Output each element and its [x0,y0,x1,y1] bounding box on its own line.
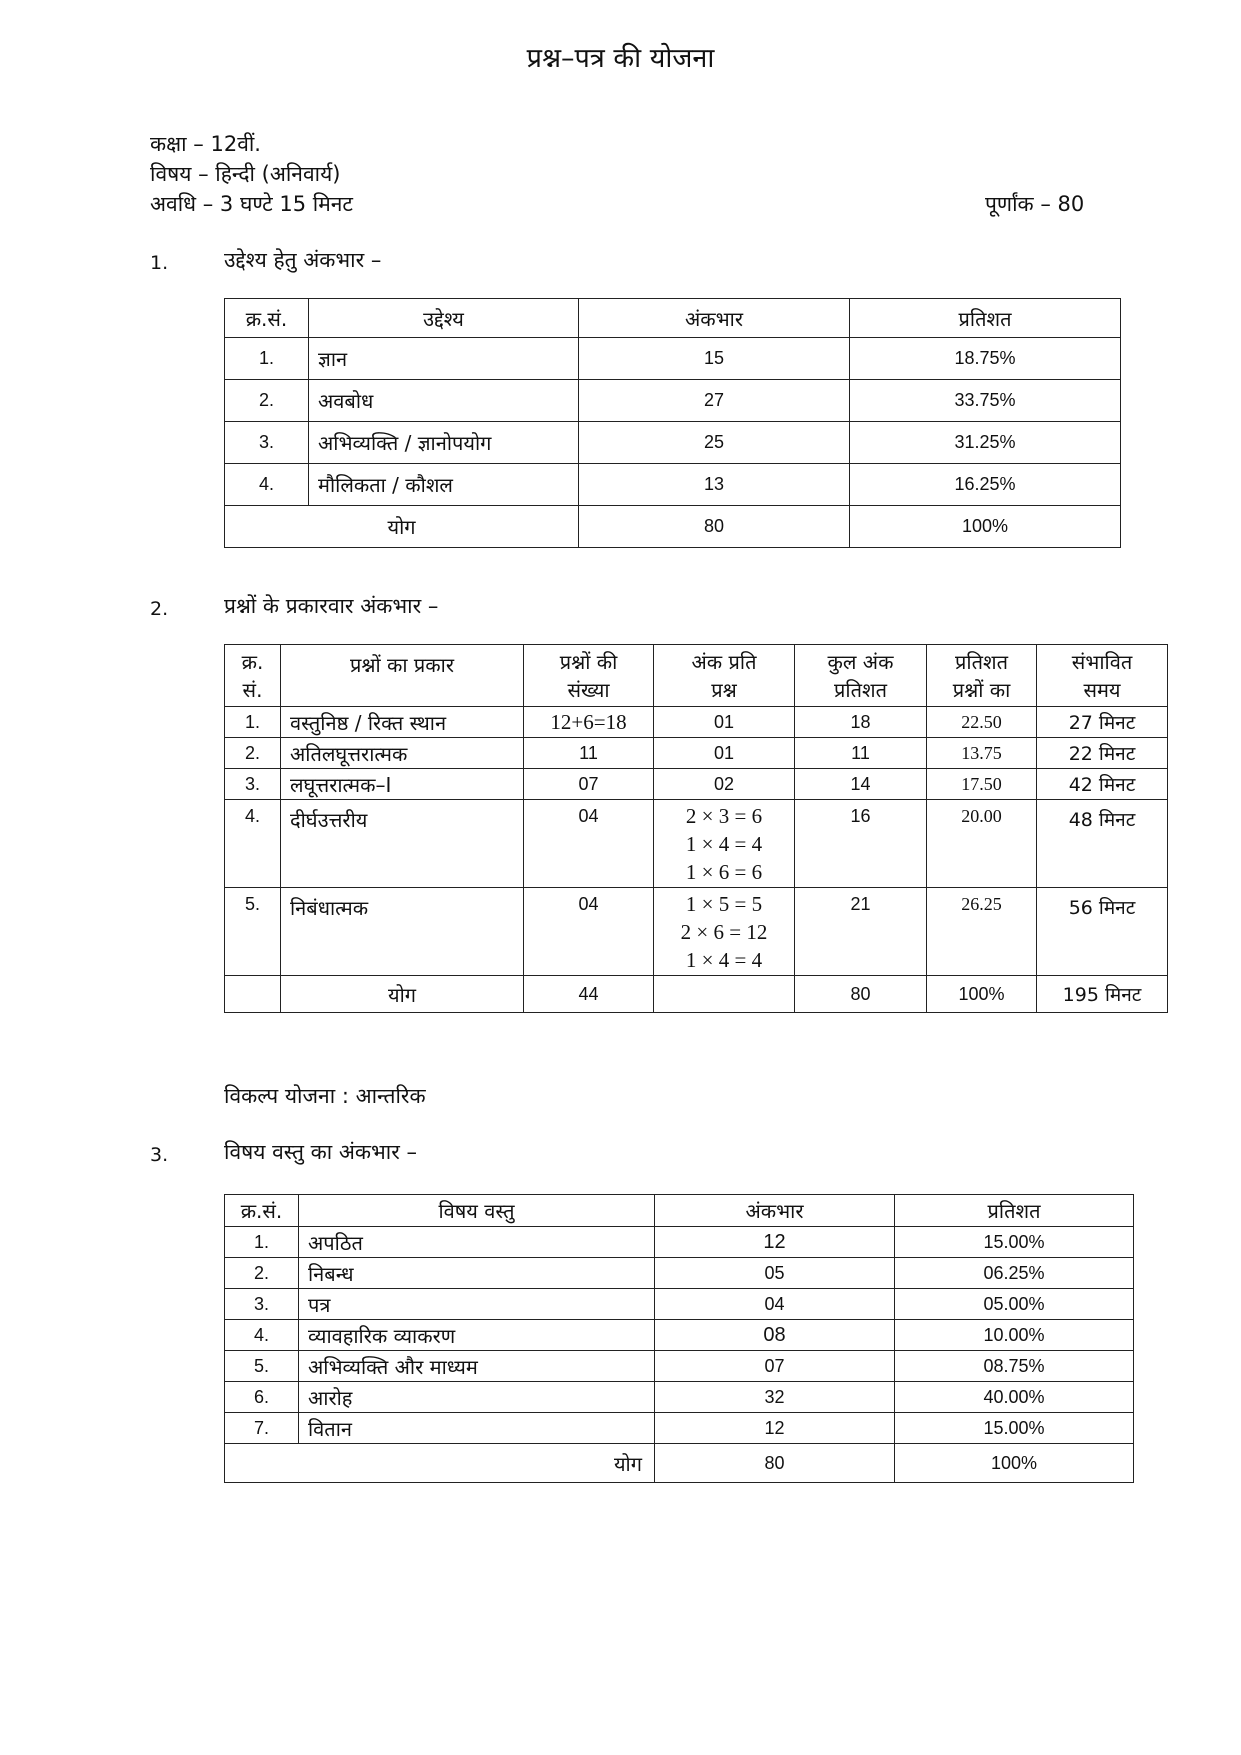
table-row [225,1320,1134,1351]
table-row [225,1413,1134,1444]
time-cell: 22 मिनट [1037,738,1168,769]
total-percent-cell: 100% [895,1444,1134,1483]
objective-cell: मौलिकता / कौशल [309,464,579,506]
question-count-cell: 12+6=18 [524,707,654,738]
page-title: प्रश्न–पत्र की योजना [526,43,715,74]
section2-title: प्रश्नों के प्रकारवार अंकभार – [224,594,439,618]
table-row [225,1258,1134,1289]
serial-cell: 1. [225,1227,299,1258]
header-cell: प्रश्नों का प्रकार [281,645,524,707]
marks-cell: 25 [579,422,850,464]
percent-cell: 13.75 [927,738,1037,769]
serial-cell: 4. [225,1320,299,1351]
marks-cell: 04 [655,1289,895,1320]
max-marks-label: पूर्णांक – 80 [985,192,1085,216]
table-row [225,769,1168,800]
serial-cell: 1. [225,338,309,380]
content-cell: आरोह [299,1382,655,1413]
serial-cell: 5. [225,1351,299,1382]
header-cell: अंक प्रति प्रश्न [654,645,795,707]
table-row [225,707,1168,738]
empty-cell [225,976,281,1013]
time-cell: 27 मिनट [1037,707,1168,738]
marks-per-question-cell: 1 × 5 = 5 2 × 6 = 12 1 × 4 = 4 [654,888,795,976]
question-type-cell: लघूत्तरात्मक–I [281,769,524,800]
header-cell: क्र.सं. [225,1195,299,1227]
class-label: कक्षा – 12वीं. [150,132,261,156]
percent-cell: 15.00% [895,1413,1134,1444]
section1-number: 1. [150,252,169,274]
serial-cell: 2. [225,738,281,769]
table-row [225,1289,1134,1320]
marks-cell: 07 [655,1351,895,1382]
percent-cell: 10.00% [895,1320,1134,1351]
marks-cell: 12 [655,1413,895,1444]
question-count-cell: 11 [524,738,654,769]
question-type-cell: निबंधात्मक [281,888,524,976]
table-row [225,800,1168,888]
header-cell: प्रतिशत प्रश्नों का [927,645,1037,707]
table-row [225,464,1121,506]
serial-cell: 3. [225,769,281,800]
table-row [225,338,1121,380]
marks-cell: 13 [579,464,850,506]
marks-per-question-cell: 01 [654,707,795,738]
section2-number: 2. [150,598,169,620]
header-cell: उद्देश्य [309,299,579,338]
marks-cell: 08 [655,1320,895,1351]
marks-cell: 05 [655,1258,895,1289]
percent-cell: 17.50 [927,769,1037,800]
serial-cell: 1. [225,707,281,738]
time-cell: 56 मिनट [1037,888,1168,976]
percent-cell: 05.00% [895,1289,1134,1320]
time-cell: 42 मिनट [1037,769,1168,800]
serial-cell: 2. [225,1258,299,1289]
total-count-cell: 44 [524,976,654,1013]
header-cell: अंकभार [655,1195,895,1227]
objective-cell: ज्ञान [309,338,579,380]
header-cell: अंकभार [579,299,850,338]
option-scheme-label: विकल्प योजना : आन्तरिक [224,1084,426,1108]
serial-cell: 5. [225,888,281,976]
section1-title: उद्देश्य हेतु अंकभार – [224,248,382,272]
serial-cell: 4. [225,800,281,888]
header-cell: संभावित समय [1037,645,1168,707]
empty-cell [654,976,795,1013]
content-cell: वितान [299,1413,655,1444]
total-marks-cell: 80 [655,1444,895,1483]
percent-cell: 31.25% [850,422,1121,464]
table-header-row [225,299,1121,338]
serial-cell: 2. [225,380,309,422]
header-cell: विषय वस्तु [299,1195,655,1227]
percent-cell: 22.50 [927,707,1037,738]
question-type-cell: वस्तुनिष्ठ / रिक्त स्थान [281,707,524,738]
time-cell: 48 मिनट [1037,800,1168,888]
section3-number: 3. [150,1144,169,1166]
header-cell: प्रतिशत [850,299,1121,338]
content-cell: निबन्ध [299,1258,655,1289]
table-total-row [225,506,1121,548]
percent-cell: 18.75% [850,338,1121,380]
marks-per-question-cell: 02 [654,769,795,800]
question-type-cell: अतिलघूत्तरात्मक [281,738,524,769]
section3-title: विषय वस्तु का अंकभार – [224,1140,417,1164]
percent-cell: 16.25% [850,464,1121,506]
table-row [225,738,1168,769]
content-weightage-table [224,1194,1134,1483]
total-label-cell: योग [225,1444,655,1483]
serial-cell: 6. [225,1382,299,1413]
header-cell: क्र.सं. [225,299,309,338]
percent-cell: 33.75% [850,380,1121,422]
question-count-cell: 04 [524,888,654,976]
content-cell: अपठित [299,1227,655,1258]
total-marks-cell: 21 [795,888,927,976]
content-cell: व्यावहारिक व्याकरण [299,1320,655,1351]
duration-label: अवधि – 3 घण्टे 15 मिनट [150,192,354,216]
table-total-row [225,1444,1134,1483]
objective-cell: अवबोध [309,380,579,422]
marks-cell: 15 [579,338,850,380]
header-cell: क्र. सं. [225,645,281,707]
total-time-cell: 195 मिनट [1037,976,1168,1013]
question-type-cell: दीर्घउत्तरीय [281,800,524,888]
serial-cell: 3. [225,422,309,464]
serial-cell: 4. [225,464,309,506]
marks-cell: 12 [655,1227,895,1258]
table-header-row [225,645,1168,707]
objective-weightage-table [224,298,1121,548]
marks-per-question-cell: 01 [654,738,795,769]
serial-cell: 3. [225,1289,299,1320]
percent-cell: 40.00% [895,1382,1134,1413]
total-marks-cell: 14 [795,769,927,800]
total-marks-cell: 80 [795,976,927,1013]
table-row [225,1351,1134,1382]
table-row [225,888,1168,976]
question-type-weightage-table [224,644,1168,1013]
question-count-cell: 07 [524,769,654,800]
total-label-cell: योग [281,976,524,1013]
header-cell: प्रतिशत [895,1195,1134,1227]
percent-cell: 20.00 [927,800,1037,888]
header-cell: कुल अंक प्रतिशत [795,645,927,707]
content-cell: अभिव्यक्ति और माध्यम [299,1351,655,1382]
serial-cell: 7. [225,1413,299,1444]
percent-cell: 08.75% [895,1351,1134,1382]
total-label-cell: योग [225,506,579,548]
objective-cell: अभिव्यक्ति / ज्ञानोपयोग [309,422,579,464]
total-percent-cell: 100% [850,506,1121,548]
table-total-row [225,976,1168,1013]
percent-cell: 06.25% [895,1258,1134,1289]
percent-cell: 15.00% [895,1227,1134,1258]
marks-cell: 27 [579,380,850,422]
total-marks-cell: 18 [795,707,927,738]
question-count-cell: 04 [524,800,654,888]
marks-per-question-cell: 2 × 3 = 6 1 × 4 = 4 1 × 6 = 6 [654,800,795,888]
table-row [225,1382,1134,1413]
table-row [225,1227,1134,1258]
header-cell: प्रश्नों की संख्या [524,645,654,707]
percent-cell: 26.25 [927,888,1037,976]
marks-cell: 32 [655,1382,895,1413]
table-row [225,422,1121,464]
table-header-row [225,1195,1134,1227]
content-cell: पत्र [299,1289,655,1320]
table-row [225,380,1121,422]
total-marks-cell: 80 [579,506,850,548]
total-marks-cell: 16 [795,800,927,888]
total-percent-cell: 100% [927,976,1037,1013]
subject-label: विषय – हिन्दी (अनिवार्य) [150,162,341,186]
total-marks-cell: 11 [795,738,927,769]
